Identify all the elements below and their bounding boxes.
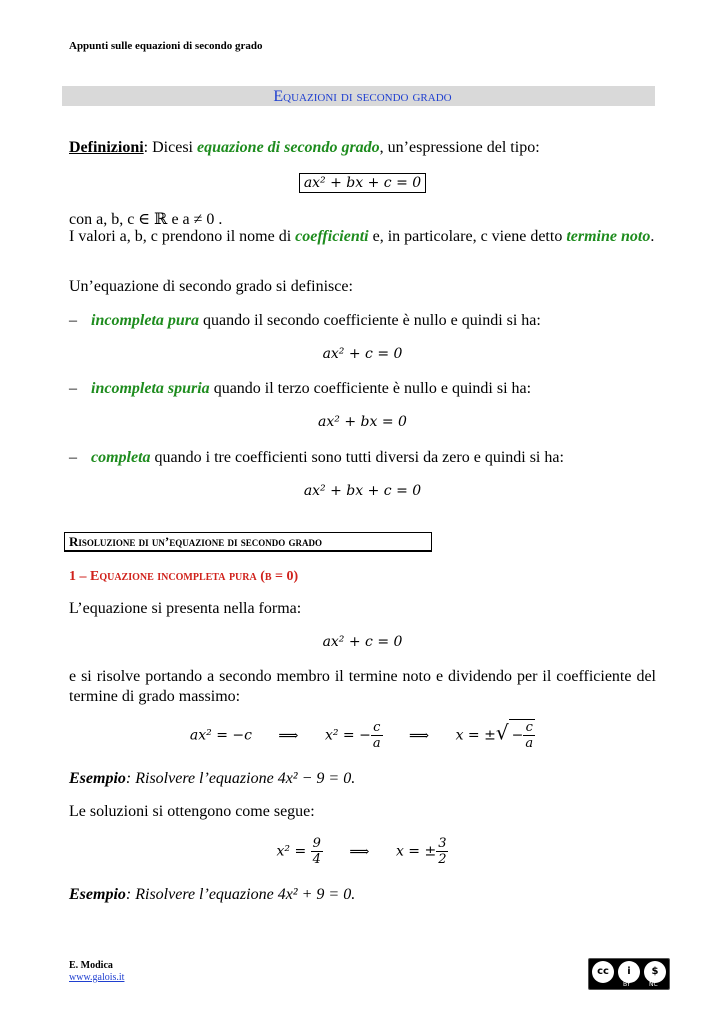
coefficients-paragraph bbox=[69, 227, 656, 247]
fraction-3-2 bbox=[436, 836, 448, 867]
step-1: ax² = −c bbox=[189, 727, 252, 744]
coeff-text-2: e, in particolare, c viene detto bbox=[368, 228, 567, 245]
example-2 bbox=[69, 885, 656, 905]
running-header: Appunti sulle equazioni di secondo grado bbox=[69, 40, 263, 52]
type-spurious-equation: ax² + bx = 0 bbox=[318, 414, 407, 430]
definition-paragraph bbox=[69, 138, 656, 158]
dash-2: – bbox=[69, 380, 77, 397]
example-1-text: : Risolvere l’equazione 4x² − 9 = 0. bbox=[125, 770, 356, 787]
example-2-text: : Risolvere l’equazione 4x² + 9 = 0. bbox=[125, 886, 356, 903]
form-equation: ax² + c = 0 bbox=[322, 634, 403, 650]
type-complete-desc: quando i tre coefficienti sono tutti diversi da zero e quindi si ha: bbox=[150, 449, 564, 466]
nc-icon: $ bbox=[644, 961, 666, 983]
conditions: con a, b, c ∈ ℝ e a ≠ 0 . bbox=[69, 211, 223, 228]
solution-steps bbox=[0, 719, 725, 751]
classification-intro: Un’equazione di secondo grado si definisce: bbox=[69, 278, 353, 295]
frac-num: c bbox=[371, 720, 383, 736]
frac-den-2: a bbox=[525, 736, 534, 751]
definition-rest: , un’espressione del tipo: bbox=[379, 139, 540, 156]
footer-author: E. Modica bbox=[69, 960, 113, 971]
main-equation-wrap bbox=[0, 173, 725, 193]
coeff-text-3: . bbox=[650, 228, 655, 245]
implies-arrow-2: ⟹ bbox=[409, 727, 430, 744]
example-1 bbox=[69, 769, 656, 789]
frac-num-2: c bbox=[523, 720, 535, 736]
type-pure-equation: ax² + c = 0 bbox=[322, 346, 403, 362]
type-pure-name: incompleta pura bbox=[91, 312, 200, 329]
type-spurious-name: incompleta spuria bbox=[91, 380, 210, 397]
main-equation: ax² + bx + c = 0 bbox=[299, 173, 426, 193]
example-2-label: Esempio bbox=[69, 886, 126, 903]
type-spurious bbox=[91, 380, 531, 398]
license-by-label: BY bbox=[623, 981, 631, 988]
example-1-label: Esempio bbox=[69, 770, 126, 787]
ex1-rhs: x = ± bbox=[395, 843, 437, 860]
dash-3: – bbox=[69, 449, 77, 466]
type-pure bbox=[91, 312, 541, 330]
section-title: Risoluzione di un’equazione di secondo grado bbox=[69, 534, 323, 549]
method-paragraph: e si risolve portando a secondo membro il termine noto e dividendo per il coefficiente del termine di grado massimo: bbox=[69, 668, 656, 705]
ex1-den1: 4 bbox=[312, 852, 321, 867]
ex1-lhs: x² = bbox=[276, 843, 307, 860]
page-title: Equazioni di secondo grado bbox=[273, 88, 452, 105]
step-2-lhs: x² = − bbox=[324, 727, 371, 744]
subsection-title: 1 – Equazione incompleta pura (b = 0) bbox=[69, 569, 299, 584]
type-complete bbox=[91, 449, 564, 467]
by-icon: i bbox=[618, 961, 640, 983]
type-complete-equation: ax² + bx + c = 0 bbox=[303, 483, 422, 499]
fraction-9-4 bbox=[311, 836, 323, 867]
step-3-lhs: x = ± bbox=[455, 727, 496, 744]
implies-arrow-1: ⟹ bbox=[278, 727, 299, 744]
type-spurious-desc: quando il terzo coefficiente è nullo e quindi si ha: bbox=[209, 380, 532, 397]
coeff-term: coefficienti bbox=[295, 228, 369, 245]
sqrt-body bbox=[509, 719, 536, 751]
fraction-c-a bbox=[371, 720, 383, 751]
license-nc-label: NC bbox=[649, 981, 658, 988]
sqrt-icon: √ bbox=[495, 720, 509, 745]
form-intro: L’equazione si presenta nella forma: bbox=[69, 600, 302, 617]
known-term: termine noto bbox=[566, 228, 651, 245]
type-pure-desc: quando il secondo coefficiente è nullo e quindi si ha: bbox=[199, 312, 541, 329]
implies-arrow-3: ⟹ bbox=[349, 843, 370, 860]
footer-site-link[interactable]: www.galois.it bbox=[69, 972, 125, 983]
definition-intro: : Dicesi bbox=[143, 139, 197, 156]
ex1-den2: 2 bbox=[438, 852, 447, 867]
definitions-label: Definizioni bbox=[69, 139, 144, 156]
sqrt-minus: − bbox=[511, 727, 524, 744]
cc-license-badge[interactable] bbox=[588, 958, 670, 990]
ex1-num1: 9 bbox=[312, 836, 321, 851]
dash-1: – bbox=[69, 312, 77, 329]
solution-intro: Le soluzioni si ottengono come segue: bbox=[69, 803, 315, 820]
frac-den: a bbox=[372, 736, 381, 751]
ex1-num2: 3 bbox=[438, 836, 447, 851]
cc-icon: cc bbox=[592, 961, 614, 983]
example-1-solution bbox=[0, 836, 725, 867]
type-complete-name: completa bbox=[91, 449, 151, 466]
coeff-text-1: I valori a, b, c prendono il nome di bbox=[69, 228, 296, 245]
fraction-c-a-sqrt bbox=[523, 720, 535, 751]
definition-term: equazione di secondo grado bbox=[197, 139, 380, 156]
